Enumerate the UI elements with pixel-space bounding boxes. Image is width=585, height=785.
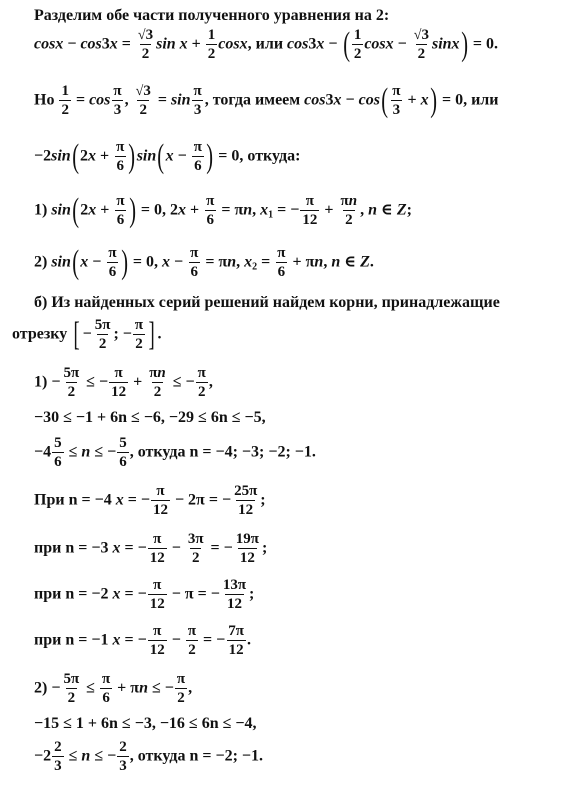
word-togda: тогда имеем [212, 91, 301, 109]
equation-line-2: Но $\frac{1}{2}$ = cos $\frac{\pi}{3}$ , $\frac{√3}{2}$ = sin $\frac{\pi}{3}$ , тогда имеем cos3x − cos( $\frac{\pi}{3}$ + x) = 0, или [34, 82, 499, 119]
root-n-1-label: при n = −1 [34, 631, 109, 649]
root-n-3: при n = −3 x = − $\frac{\pi}{12}$ − $\frac{3\pi}{2}$ = − $\frac{19\pi}{12}$ ; [34, 531, 268, 566]
root-n-1: при n = −1 x = − $\frac{\pi}{12}$ − $\frac{\pi}{2}$ = − $\frac{7\pi}{12}$ . [34, 623, 251, 658]
word-ili-2: или [471, 91, 499, 109]
equation-line-3: −2sin(2x + $\frac{\pi}{6}$ )sin(x − $\frac{\pi}{6}$ ) = 0, откуда: [34, 138, 301, 175]
series-2-label: 2) [34, 679, 48, 697]
root-n-3-label: при n = −3 [34, 539, 109, 557]
series-2-result: откуда n = −2; −1. [137, 747, 264, 765]
series-2-inequality: 2) − $\frac{5\pi}{2}$ ≤ $\frac{\pi}{6}$ + πn ≤ − $\frac{\pi}{2}$ , [34, 671, 193, 706]
series-2-row2-text: −15 ≤ 1 + 6n ≤ −3, −16 ≤ 6n ≤ −4, [34, 715, 257, 732]
series-1-inequality: 1) − $\frac{5\pi}{2}$ ≤ − $\frac{\pi}{12}$ + $\frac{\pi n}{2}$ ≤ − $\frac{\pi}{2}$ , [34, 365, 213, 400]
root-n-4-label: При n = −4 [34, 491, 112, 509]
series-1-row2-text: −30 ≤ −1 + 6n ≤ −6, −29 ≤ 6n ≤ −5, [34, 409, 266, 426]
word-no: Но [34, 91, 55, 109]
interval-line: отрезку [ − $\frac{5\pi}{2}$ ; − $\frac{\pi}{2}$ ] . [12, 316, 162, 353]
series-1-label: 1) [34, 373, 48, 391]
word-otkuda: откуда: [247, 147, 301, 165]
series-2-row2 [34, 716, 257, 732]
case-1-label: 1) [34, 201, 48, 219]
text-part-b [34, 295, 500, 311]
series-1-result: откуда n = −4; −3; −2; −1. [137, 443, 316, 461]
root-n-4: При n = −4 x = − $\frac{\pi}{12}$ − 2π = − $\frac{25\pi}{12}$ ; [34, 483, 266, 518]
equation-case-2: 2) sin(x − $\frac{\pi}{6}$ ) = 0, x − $\frac{\pi}{6}$ = πn, $x_2$ = $\frac{\pi}{6}$ + πn, n ∈ Z. [34, 244, 374, 281]
text-line-intro [34, 8, 389, 24]
intro-text: Разделим обе части полученного уравнения на 2: [34, 7, 390, 24]
equation-line-1: cosx − cos3x = $\frac{√3}{2}$ sin x + $\frac{1}{2}$ cosx, или cos3x − ( $\frac{1}{2}$ cosx − $\frac{√3}{2}$ sinx) = 0. [34, 26, 498, 63]
root-n-2-label: при n = −2 [34, 585, 109, 603]
case-2-label: 2) [34, 253, 48, 271]
word-otrezku: отрезку [12, 325, 68, 343]
root-n-2: при n = −2 x = − $\frac{\pi}{12}$ − π = − $\frac{13\pi}{12}$ ; [34, 577, 255, 612]
series-1-row3: −4 $\frac{5}{6}$ ≤ n ≤ − $\frac{5}{6}$ , откуда n = −4; −3; −2; −1. [34, 435, 316, 470]
series-1-row2 [34, 410, 266, 426]
equation-case-1: 1) sin(2x + $\frac{\pi}{6}$ ) = 0, 2x + $\frac{\pi}{6}$ = πn, $x_1$ = − $\frac{\pi}{12}$ + $\frac{\pi n}{2}$ , n ∈ Z; [34, 192, 412, 229]
series-2-row3: −2 $\frac{2}{3}$ ≤ n ≤ − $\frac{2}{3}$ , откуда n = −2; −1. [34, 739, 264, 774]
word-ili: или [255, 35, 284, 53]
part-b-text: б) Из найденных серий решений найдем корни, принадлежащие [34, 294, 500, 311]
